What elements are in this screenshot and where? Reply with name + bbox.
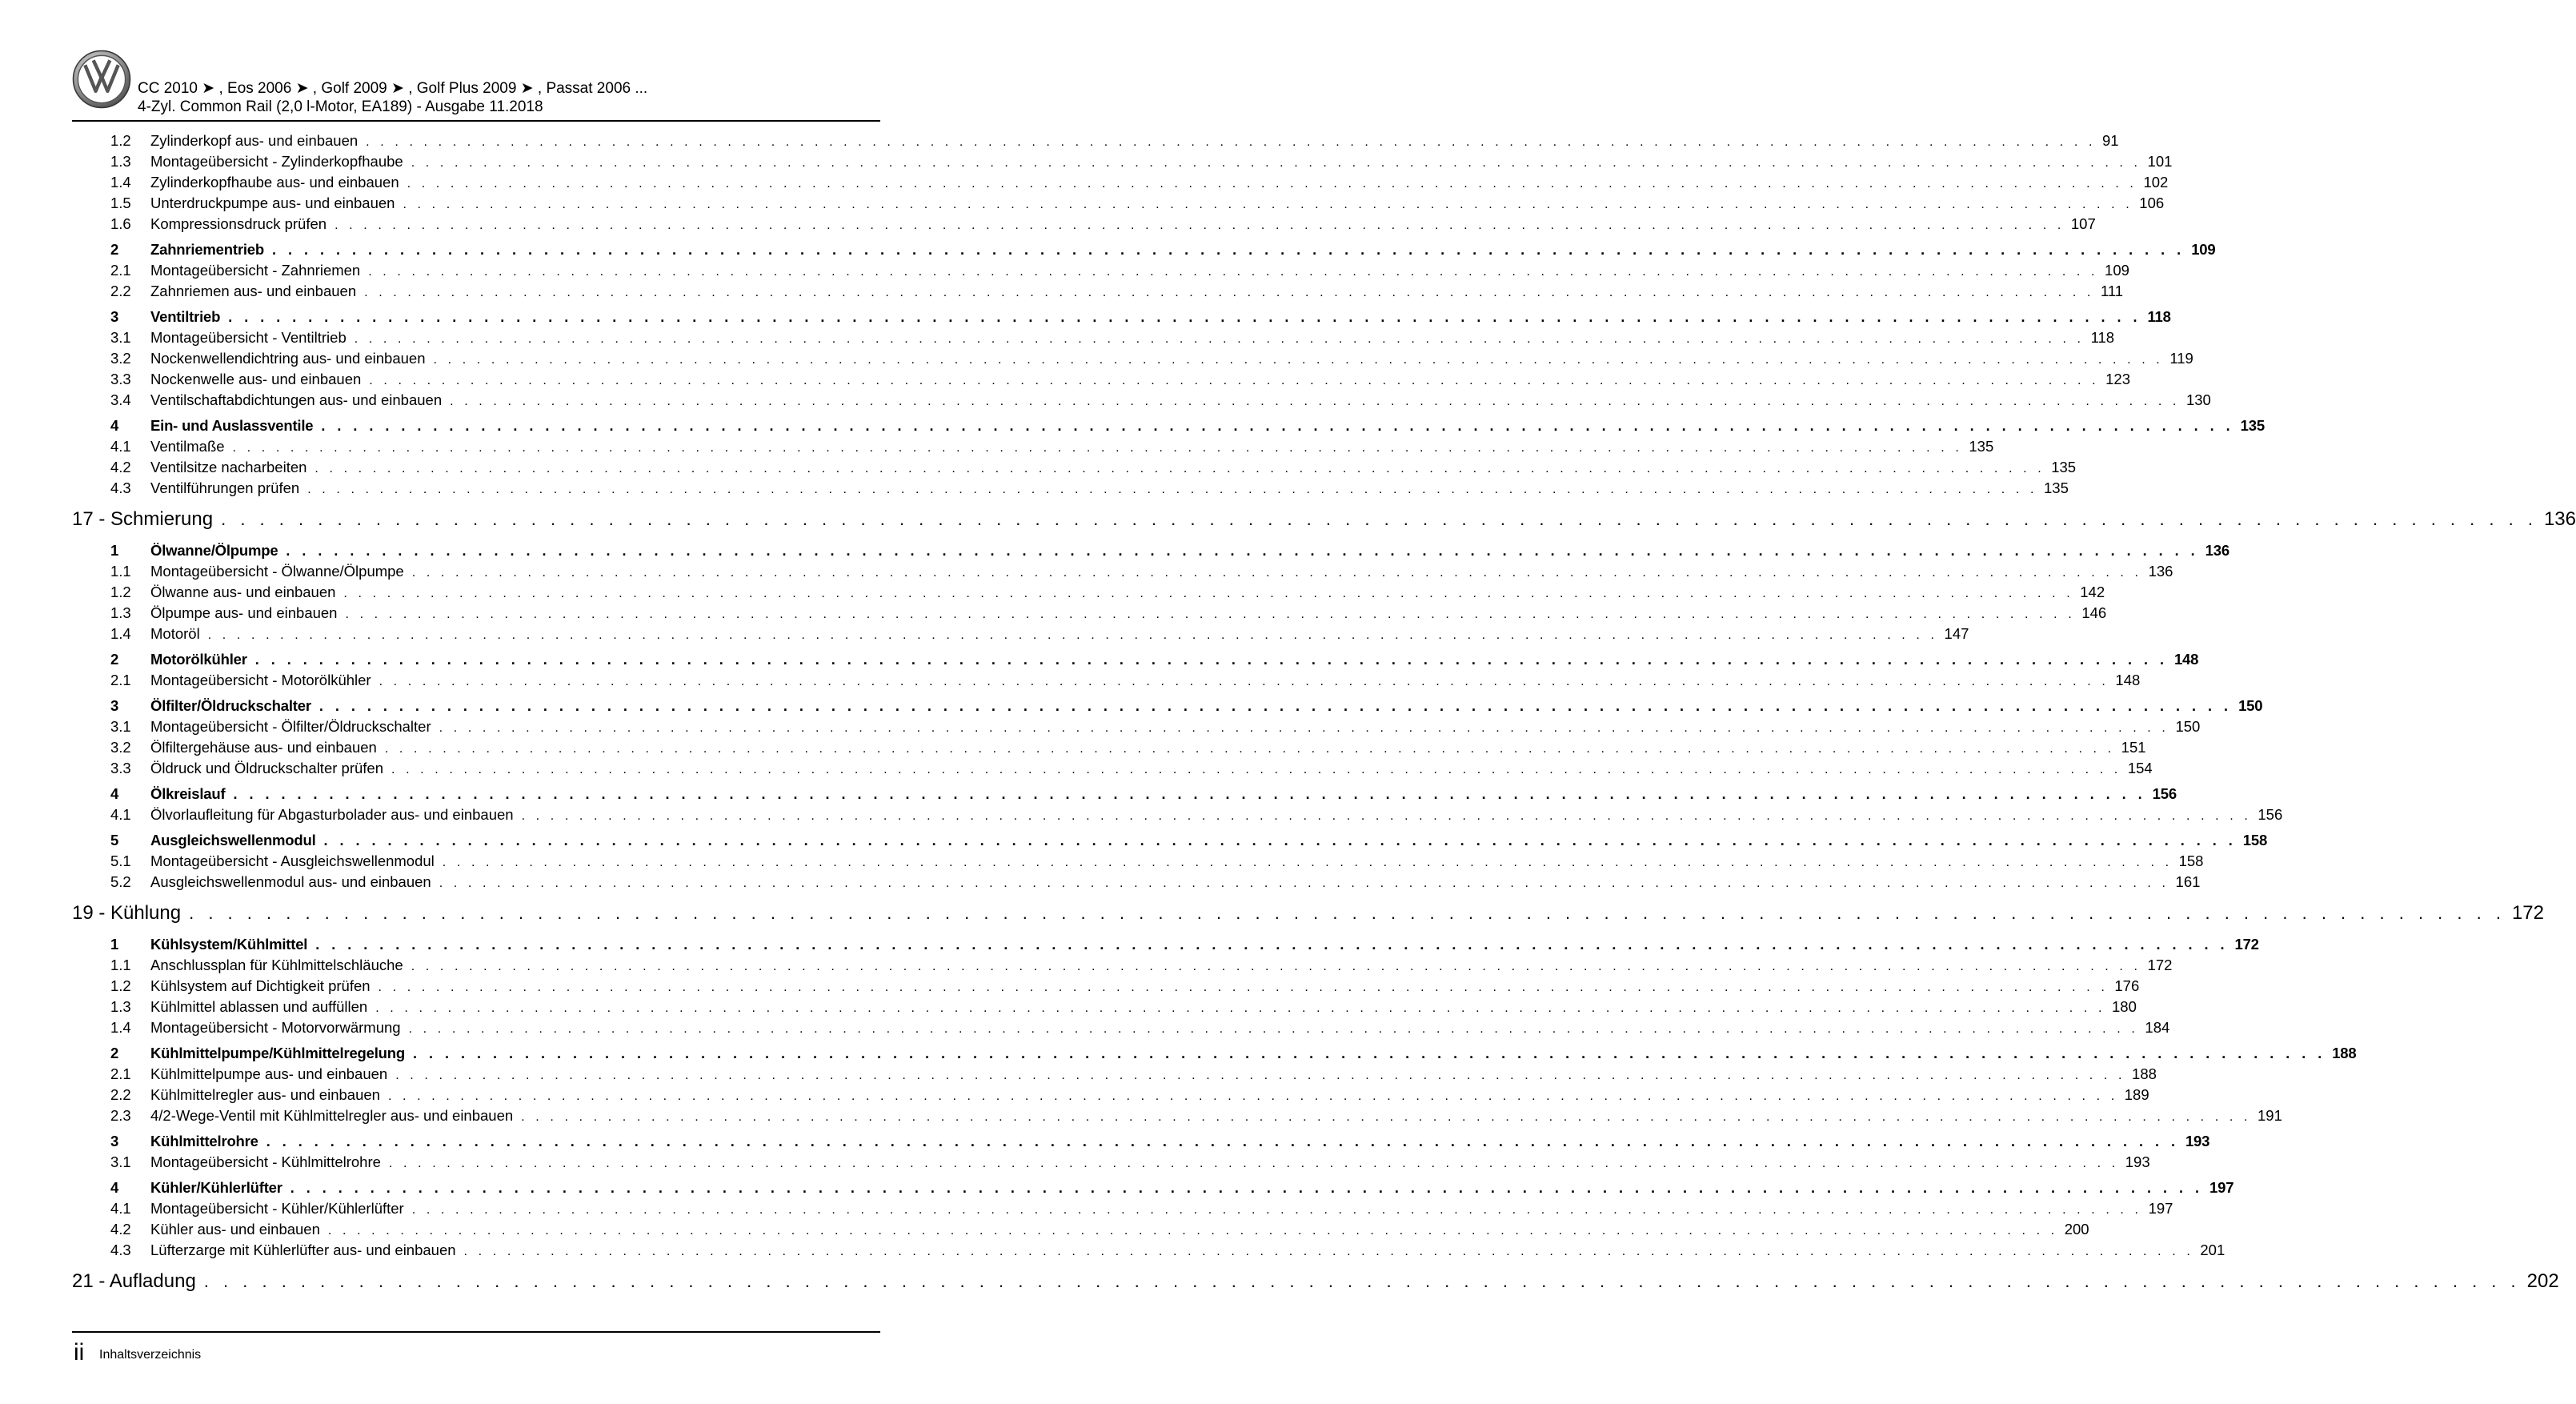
- toc-leader-dots: . . . . . . . . . . . . . . . . . . . . . . . . . . . . . . . . . . . . . . . . . . . . . . . . . . . . . . . . . . . . . . . . . . . . . . . . . . . . . . . . . . . . . . . . . . . . . . . . . . . . . . . . . . . . . . . . . . . . . . . .: [232, 441, 1963, 455]
- toc-subsection[interactable]: [72, 1086, 2149, 1107]
- toc-page-number: 154: [2127, 760, 2153, 776]
- toc-leader-dots: . . . . . . . . . . . . . . . . . . . . . . . . . . . . . . . . . . . . . . . . . . . . . . . . . . . . . . . . . . . . . . . . . . . . . . . . . . . . . . . . . . . . . . . . . . . . . . . . . . . . . . . . . . . . . . . . . . . . . . . .: [327, 1224, 2058, 1238]
- toc-title: Kühlmittelrohre: [150, 1133, 258, 1149]
- toc-leader-dots: . . . . . . . . . . . . . . . . . . . . . . . . . . . . . . . . . . . . . . . . . . . . . . . . . . . . . . . . . . . . . . . . . . . . . . . . . . . . . . . . . . . . . . . . . . . . . . . . . . . . . . . . . . . . . . . . . . . . . . . .: [521, 1110, 2251, 1124]
- toc-leader-dots: . . . . . . . . . . . . . . . . . . . . . . . . . . . . . . . . . . . . . . . . . . . . . . . . . . . . . . . . . . . . . . . . . . . . . . . . . . . . . . . . . . . . . . . . . . . . . . . . . . . . . . . . . . . . . . . . . . . . . . . .: [290, 1180, 2204, 1196]
- toc-title: Ausgleichswellenmodul aus- und einbauen: [150, 873, 431, 890]
- toc-page-number: 102: [2143, 174, 2169, 191]
- toc-page-number: 184: [2145, 1019, 2170, 1036]
- toc-leader-dots: . . . . . . . . . . . . . . . . . . . . . . . . . . . . . . . . . . . . . . . . . . . . . . . . . . . . . . . . . . . . . . . . . . . . . . . . . . . . . . . . . . . . . . . . . . . . . . . . . . . . . . . . . . . . . . . . . . . . . . . .: [366, 135, 2096, 149]
- toc-chapter[interactable]: [72, 508, 2576, 537]
- toc-leader-dots: . . . . . . . . . . . . . . . . . . . . . . . . . . . . . . . . . . . . . . . . . . . . . . . . . . . . . . . . . . . . . . . . . . . . . . . . . . . . . . . . . . . . . . . . . . . . . . . . . . . . . . . . . . . . . . . . . . . . . . . .: [407, 177, 2137, 191]
- toc-page-number: 150: [2175, 718, 2201, 735]
- toc-title: Montageübersicht - Zahnriemen: [150, 262, 361, 279]
- toc-leader-dots: . . . . . . . . . . . . . . . . . . . . . . . . . . . . . . . . . . . . . . . . . . . . . . . . . . . . . . . . . . . . . . . . . . . . . . . . . . . . . . . . . . . . . . . . . . . . . . . . . . . . . . . . . . . . . . . . . . . . . . . .: [233, 786, 2146, 802]
- toc-page-number: 148: [2173, 651, 2199, 668]
- toc-leader-dots: . . . . . . . . . . . . . . . . . . . . . . . . . . . . . . . . . . . . . . . . . . . . . . . . . . . . . . . . . . . . . . . . . . . . . . . . . . . . . . . . . . . . . . . . . . . . . . . . . . . . . . . . . . . . . . . . . . . . . . . .: [321, 418, 2234, 434]
- toc-number: 5.1: [110, 852, 131, 869]
- toc-page-number: 158: [2178, 852, 2204, 869]
- toc-leader-dots: . . . . . . . . . . . . . . . . . . . . . . . . . . . . . . . . . . . . . . . . . . . . . . . . . . . . . . . . . . . . . . . . . . . . . . . . . . . . . . . . . . . . . . . . . . . . . . . . . . . . . . . . . . . . . . . . . . . . . . . .: [203, 1271, 2521, 1291]
- toc-subsection[interactable]: [72, 153, 2173, 174]
- toc-title: Ventilmaße: [150, 438, 225, 455]
- toc-page-number: 130: [2185, 391, 2211, 408]
- toc-leader-dots: . . . . . . . . . . . . . . . . . . . . . . . . . . . . . . . . . . . . . . . . . . . . . . . . . . . . . . . . . . . . . . . . . . . . . . . . . . . . . . . . . . . . . . . . . . . . . . . . . . . . . . . . . . . . . . . . . . . . . . . .: [384, 742, 2115, 756]
- toc-number: 1.6: [110, 215, 131, 232]
- toc-leader-dots: . . . . . . . . . . . . . . . . . . . . . . . . . . . . . . . . . . . . . . . . . . . . . . . . . . . . . . . . . . . . . . . . . . . . . . . . . . . . . . . . . . . . . . . . . . . . . . . . . . . . . . . . . . . . . . . . . . . . . . . .: [221, 509, 2538, 529]
- toc-page-number: 107: [2070, 215, 2096, 232]
- toc-number: 1.4: [110, 174, 131, 191]
- toc-section[interactable]: [72, 417, 2265, 438]
- toc-leader-dots: . . . . . . . . . . . . . . . . . . . . . . . . . . . . . . . . . . . . . . . . . . . . . . . . . . . . . . . . . . . . . . . . . . . . . . . . . . . . . . . . . . . . . . . . . . . . . . . . . . . . . . . . . . . . . . . . . . . . . . . .: [379, 675, 2109, 688]
- toc-number: 1.4: [110, 625, 131, 642]
- toc-number: 4.1: [110, 438, 131, 455]
- toc-title: 17 - Schmierung: [72, 508, 214, 530]
- toc-subsection[interactable]: [72, 459, 2077, 479]
- toc-number: 3.1: [110, 329, 131, 346]
- toc-number: 4.3: [110, 479, 131, 496]
- toc-section[interactable]: [72, 1179, 2234, 1200]
- toc-title: Ventiltrieb: [150, 308, 221, 325]
- toc-subsection[interactable]: [72, 604, 2107, 625]
- toc-page-number: 158: [2242, 832, 2268, 848]
- toc-page-number: 147: [1944, 625, 1969, 642]
- toc-number: 1.3: [110, 604, 131, 621]
- toc-chapter[interactable]: [72, 1270, 2559, 1299]
- toc-title: Ölkreislauf: [150, 785, 226, 802]
- vw-logo-icon: [72, 50, 131, 109]
- toc-number: 2.2: [110, 283, 131, 299]
- toc-number: 1.3: [110, 153, 131, 170]
- toc-page-number: 197: [2209, 1179, 2234, 1196]
- toc-page-number: 146: [2081, 604, 2107, 621]
- toc-leader-dots: . . . . . . . . . . . . . . . . . . . . . . . . . . . . . . . . . . . . . . . . . . . . . . . . . . . . . . . . . . . . . . . . . . . . . . . . . . . . . . . . . . . . . . . . . . . . . . . . . . . . . . . . . . . . . . . . . . . . . . . .: [286, 543, 2199, 559]
- header-engine-edition: 4-Zyl. Common Rail (2,0 l-Motor, EA189) - Ausgabe 11.2018: [138, 98, 543, 115]
- toc-subsection[interactable]: [72, 739, 2146, 760]
- toc-page-number: 200: [2064, 1221, 2089, 1238]
- toc-number: 1.1: [110, 957, 131, 973]
- toc-title: Kühlmittelpumpe aus- und einbauen: [150, 1065, 388, 1082]
- toc-subsection[interactable]: [72, 1200, 2173, 1221]
- toc-page-number: 202: [2526, 1270, 2559, 1292]
- toc-title: Nockenwellendichtring aus- und einbauen: [150, 350, 426, 367]
- toc-leader-dots: . . . . . . . . . . . . . . . . . . . . . . . . . . . . . . . . . . . . . . . . . . . . . . . . . . . . . . . . . . . . . . . . . . . . . . . . . . . . . . . . . . . . . . . . . . . . . . . . . . . . . . . . . . . . . . . . . . . . . . . .: [266, 1133, 2179, 1149]
- toc-section[interactable]: [72, 785, 2177, 806]
- toc-subsection[interactable]: [72, 977, 2140, 998]
- toc-page-number: 180: [2112, 998, 2137, 1015]
- toc-number: 2.1: [110, 262, 131, 279]
- footer-divider: [72, 1331, 880, 1333]
- toc-title: Ölwanne aus- und einbauen: [150, 584, 336, 600]
- toc-number: 1.2: [110, 132, 131, 149]
- toc-title: Zahnriementrieb: [150, 241, 264, 258]
- toc-leader-dots: . . . . . . . . . . . . . . . . . . . . . . . . . . . . . . . . . . . . . . . . . . . . . . . . . . . . . . . . . . . . . . . . . . . . . . . . . . . . . . . . . . . . . . . . . . . . . . . . . . . . . . . . . . . . . . . . . . . . . . . .: [318, 698, 2233, 714]
- toc-page-number: 109: [2191, 241, 2216, 258]
- toc-section[interactable]: [72, 697, 2263, 718]
- toc-title: Montageübersicht - Ölfilter/Öldruckschalter: [150, 718, 431, 735]
- toc-title: Nockenwelle aus- und einbauen: [150, 371, 362, 387]
- toc-leader-dots: . . . . . . . . . . . . . . . . . . . . . . . . . . . . . . . . . . . . . . . . . . . . . . . . . . . . . . . . . . . . . . . . . . . . . . . . . . . . . . . . . . . . . . . . . . . . . . . . . . . . . . . . . . . . . . . . . . . . . . . .: [411, 960, 2141, 973]
- toc-page-number: 197: [2148, 1200, 2173, 1217]
- toc-title: Unterdruckpumpe aus- und einbauen: [150, 195, 395, 211]
- toc-title: Montageübersicht - Kühler/Kühlerlüfter: [150, 1200, 404, 1217]
- toc-title: Öldruck und Öldruckschalter prüfen: [150, 760, 383, 776]
- toc-number: 3: [110, 308, 119, 325]
- toc-title: Kühlsystem auf Dichtigkeit prüfen: [150, 977, 371, 994]
- toc-page-number: 172: [2234, 936, 2259, 953]
- toc-subsection[interactable]: [72, 852, 2204, 873]
- toc-subsection[interactable]: [72, 1153, 2150, 1174]
- toc-subsection[interactable]: [72, 1019, 2170, 1040]
- toc-subsection[interactable]: [72, 625, 1969, 646]
- toc-page-number: 156: [2152, 785, 2177, 802]
- header-models: CC 2010 ➤ , Eos 2006 ➤ , Golf 2009 ➤ , Golf Plus 2009 ➤ , Passat 2006 ...: [138, 80, 648, 97]
- toc-subsection[interactable]: [72, 132, 2119, 153]
- toc-number: 4: [110, 417, 119, 434]
- toc-title: Montageübersicht - Motorvorwärmung: [150, 1019, 401, 1036]
- toc-page-number: 119: [2169, 350, 2193, 367]
- toc-title: Ein- und Auslassventile: [150, 417, 314, 434]
- toc-subsection[interactable]: [72, 391, 2211, 412]
- toc-subsection[interactable]: [72, 215, 2096, 236]
- toc-number: 5.2: [110, 873, 131, 890]
- toc-number: 1.2: [110, 977, 131, 994]
- toc-leader-dots: . . . . . . . . . . . . . . . . . . . . . . . . . . . . . . . . . . . . . . . . . . . . . . . . . . . . . . . . . . . . . . . . . . . . . . . . . . . . . . . . . . . . . . . . . . . . . . . . . . . . . . . . . . . . . . . . . . . . . . . .: [403, 198, 2133, 211]
- toc-page-number: 136: [2148, 563, 2173, 580]
- toc-section[interactable]: [72, 651, 2199, 672]
- toc-page-number: 135: [2240, 417, 2265, 434]
- toc-page-number: 109: [2105, 262, 2129, 279]
- toc-page-number: 123: [2105, 371, 2130, 387]
- toc-number: 3.2: [110, 739, 131, 756]
- toc-page-number: 135: [2044, 479, 2069, 496]
- toc-page-number: 201: [2200, 1242, 2225, 1258]
- toc-section[interactable]: [72, 832, 2268, 852]
- toc-number: 3: [110, 1133, 119, 1149]
- footer-page-number: ii: [74, 1339, 85, 1366]
- toc-leader-dots: . . . . . . . . . . . . . . . . . . . . . . . . . . . . . . . . . . . . . . . . . . . . . . . . . . . . . . . . . . . . . . . . . . . . . . . . . . . . . . . . . . . . . . . . . . . . . . . . . . . . . . . . . . . . . . . . . . . . . . . .: [343, 587, 2074, 600]
- toc-title: Anschlussplan für Kühlmittelschläuche: [150, 957, 403, 973]
- toc-chapter[interactable]: [72, 902, 2544, 931]
- toc-subsection[interactable]: [72, 1107, 2282, 1128]
- toc-leader-dots: . . . . . . . . . . . . . . . . . . . . . . . . . . . . . . . . . . . . . . . . . . . . . . . . . . . . . . . . . . . . . . . . . . . . . . . . . . . . . . . . . . . . . . . . . . . . . . . . . . . . . . . . . . . . . . . . . . . . . . . .: [521, 809, 2252, 823]
- toc-number: 1.3: [110, 998, 131, 1015]
- toc-title: Ölpumpe aus- und einbauen: [150, 604, 338, 621]
- toc-page-number: 148: [2115, 672, 2141, 688]
- toc-subsection[interactable]: [72, 438, 1994, 459]
- toc-number: 3.1: [110, 718, 131, 735]
- toc-subsection[interactable]: [72, 1065, 2157, 1086]
- toc-subsection[interactable]: [72, 1242, 2225, 1262]
- toc-title: 19 - Kühlung: [72, 902, 182, 924]
- toc-number: 1.2: [110, 584, 131, 600]
- toc-page-number: 135: [1969, 438, 1994, 455]
- toc-page-number: 193: [2185, 1133, 2210, 1149]
- toc-leader-dots: . . . . . . . . . . . . . . . . . . . . . . . . . . . . . . . . . . . . . . . . . . . . . . . . . . . . . . . . . . . . . . . . . . . . . . . . . . . . . . . . . . . . . . . . . . . . . . . . . . . . . . . . . . . . . . . . . . . . . . . .: [369, 374, 2100, 387]
- toc-subsection[interactable]: [72, 584, 2105, 604]
- toc-title: Zylinderkopfhaube aus- und einbauen: [150, 174, 399, 191]
- toc-leader-dots: . . . . . . . . . . . . . . . . . . . . . . . . . . . . . . . . . . . . . . . . . . . . . . . . . . . . . . . . . . . . . . . . . . . . . . . . . . . . . . . . . . . . . . . . . . . . . . . . . . . . . . . . . . . . . . . . . . . . . . . .: [189, 903, 2506, 923]
- toc-number: 1: [110, 542, 119, 559]
- toc-section[interactable]: [72, 542, 2229, 563]
- toc-leader-dots: . . . . . . . . . . . . . . . . . . . . . . . . . . . . . . . . . . . . . . . . . . . . . . . . . . . . . . . . . . . . . . . . . . . . . . . . . . . . . . . . . . . . . . . . . . . . . . . . . . . . . . . . . . . . . . . . . . . . . . . .: [463, 1245, 2194, 1258]
- toc-page-number: 136: [2543, 508, 2576, 530]
- toc-subsection[interactable]: [72, 718, 2201, 739]
- toc-number: 5: [110, 832, 119, 848]
- toc-page-number: 91: [2102, 132, 2119, 149]
- toc-page-number: 172: [2147, 957, 2173, 973]
- toc-page-number: 156: [2258, 806, 2283, 823]
- toc-leader-dots: . . . . . . . . . . . . . . . . . . . . . . . . . . . . . . . . . . . . . . . . . . . . . . . . . . . . . . . . . . . . . . . . . . . . . . . . . . . . . . . . . . . . . . . . . . . . . . . . . . . . . . . . . . . . . . . . . . . . . . . .: [412, 1045, 2326, 1061]
- toc-title: Kühlsystem/Kühlmittel: [150, 936, 308, 953]
- toc-leader-dots: . . . . . . . . . . . . . . . . . . . . . . . . . . . . . . . . . . . . . . . . . . . . . . . . . . . . . . . . . . . . . . . . . . . . . . . . . . . . . . . . . . . . . . . . . . . . . . . . . . . . . . . . . . . . . . . . . . . . . . . .: [408, 1022, 2139, 1036]
- toc-number: 3.2: [110, 350, 131, 367]
- toc-leader-dots: . . . . . . . . . . . . . . . . . . . . . . . . . . . . . . . . . . . . . . . . . . . . . . . . . . . . . . . . . . . . . . . . . . . . . . . . . . . . . . . . . . . . . . . . . . . . . . . . . . . . . . . . . . . . . . . . . . . . . . . .: [411, 1203, 2142, 1217]
- toc-title: Kühler/Kühlerlüfter: [150, 1179, 282, 1196]
- toc-leader-dots: . . . . . . . . . . . . . . . . . . . . . . . . . . . . . . . . . . . . . . . . . . . . . . . . . . . . . . . . . . . . . . . . . . . . . . . . . . . . . . . . . . . . . . . . . . . . . . . . . . . . . . . . . . . . . . . . . . . . . . . .: [411, 156, 2141, 170]
- toc-page-number: 188: [2132, 1065, 2157, 1082]
- toc-number: 3.3: [110, 371, 131, 387]
- toc-number: 4: [110, 1179, 119, 1196]
- toc-title: Montageübersicht - Kühlmittelrohre: [150, 1153, 381, 1170]
- toc-page-number: 151: [2121, 739, 2146, 756]
- toc-section[interactable]: [72, 241, 2216, 262]
- toc-title: Lüfterzarge mit Kühlerlüfter aus- und einbauen: [150, 1242, 456, 1258]
- toc-subsection[interactable]: [72, 262, 2129, 283]
- toc-leader-dots: . . . . . . . . . . . . . . . . . . . . . . . . . . . . . . . . . . . . . . . . . . . . . . . . . . . . . . . . . . . . . . . . . . . . . . . . . . . . . . . . . . . . . . . . . . . . . . . . . . . . . . . . . . . . . . . . . . . . . . . .: [375, 1001, 2106, 1015]
- toc-title: Ventilführungen prüfen: [150, 479, 300, 496]
- toc-subsection[interactable]: [72, 998, 2137, 1019]
- toc-page-number: 135: [2051, 459, 2077, 475]
- toc-page-number: 101: [2147, 153, 2173, 170]
- toc-number: 3.3: [110, 760, 131, 776]
- toc-subsection[interactable]: [72, 806, 2283, 827]
- toc-leader-dots: . . . . . . . . . . . . . . . . . . . . . . . . . . . . . . . . . . . . . . . . . . . . . . . . . . . . . . . . . . . . . . . . . . . . . . . . . . . . . . . . . . . . . . . . . . . . . . . . . . . . . . . . . . . . . . . . . . . . . . . .: [450, 395, 2180, 408]
- toc-leader-dots: . . . . . . . . . . . . . . . . . . . . . . . . . . . . . . . . . . . . . . . . . . . . . . . . . . . . . . . . . . . . . . . . . . . . . . . . . . . . . . . . . . . . . . . . . . . . . . . . . . . . . . . . . . . . . . . . . . . . . . . .: [368, 265, 2099, 279]
- toc-page-number: 176: [2114, 977, 2140, 994]
- toc-subsection[interactable]: [72, 1221, 2089, 1242]
- toc-leader-dots: . . . . . . . . . . . . . . . . . . . . . . . . . . . . . . . . . . . . . . . . . . . . . . . . . . . . . . . . . . . . . . . . . . . . . . . . . . . . . . . . . . . . . . . . . . . . . . . . . . . . . . . . . . . . . . . . . . . . . . . .: [345, 608, 2076, 621]
- toc-leader-dots: . . . . . . . . . . . . . . . . . . . . . . . . . . . . . . . . . . . . . . . . . . . . . . . . . . . . . . . . . . . . . . . . . . . . . . . . . . . . . . . . . . . . . . . . . . . . . . . . . . . . . . . . . . . . . . . . . . . . . . . .: [442, 856, 2173, 869]
- toc-title: Motorölkühler: [150, 651, 247, 668]
- toc-number: 2.1: [110, 672, 131, 688]
- toc-subsection[interactable]: [72, 873, 2201, 894]
- toc-number: 3.4: [110, 391, 131, 408]
- toc-number: 2.2: [110, 1086, 131, 1103]
- toc-number: 4.1: [110, 1200, 131, 1217]
- toc-title: Kühlmittelregler aus- und einbauen: [150, 1086, 380, 1103]
- toc-title: Kühlmittel ablassen und auffüllen: [150, 998, 368, 1015]
- toc-subsection[interactable]: [72, 371, 2130, 391]
- footer-section-label: Inhaltsverzeichnis: [99, 1348, 202, 1362]
- toc-title: Montageübersicht - Ausgleichswellenmodul: [150, 852, 435, 869]
- toc-number: 4.3: [110, 1242, 131, 1258]
- toc-title: Zylinderkopf aus- und einbauen: [150, 132, 359, 149]
- toc-number: 1.1: [110, 563, 131, 580]
- toc-page-number: 106: [2139, 195, 2165, 211]
- toc-title: Ventilsitze nacharbeiten: [150, 459, 307, 475]
- toc-subsection[interactable]: [72, 283, 2124, 303]
- toc-subsection[interactable]: [72, 195, 2165, 215]
- toc-title: Ölwanne/Ölpumpe: [150, 542, 278, 559]
- toc-number: 1: [110, 936, 119, 953]
- toc-page-number: 172: [2511, 902, 2544, 924]
- toc-title: Zahnriemen aus- und einbauen: [150, 283, 357, 299]
- toc-leader-dots: . . . . . . . . . . . . . . . . . . . . . . . . . . . . . . . . . . . . . . . . . . . . . . . . . . . . . . . . . . . . . . . . . . . . . . . . . . . . . . . . . . . . . . . . . . . . . . . . . . . . . . . . . . . . . . . . . . . . . . . .: [364, 286, 2094, 299]
- toc-title: 21 - Aufladung: [72, 1270, 196, 1292]
- toc-number: 2.1: [110, 1065, 131, 1082]
- toc-page-number: 161: [2175, 873, 2201, 890]
- header-divider: [72, 120, 880, 122]
- toc-title: Ausgleichswellenmodul: [150, 832, 316, 848]
- toc-subsection[interactable]: [72, 329, 2115, 350]
- toc-subsection[interactable]: [72, 760, 2153, 780]
- toc-leader-dots: . . . . . . . . . . . . . . . . . . . . . . . . . . . . . . . . . . . . . . . . . . . . . . . . . . . . . . . . . . . . . . . . . . . . . . . . . . . . . . . . . . . . . . . . . . . . . . . . . . . . . . . . . . . . . . . . . . . . . . . .: [411, 566, 2142, 580]
- toc-title: Montageübersicht - Ventiltrieb: [150, 329, 347, 346]
- toc-leader-dots: . . . . . . . . . . . . . . . . . . . . . . . . . . . . . . . . . . . . . . . . . . . . . . . . . . . . . . . . . . . . . . . . . . . . . . . . . . . . . . . . . . . . . . . . . . . . . . . . . . . . . . . . . . . . . . . . . . . . . . . .: [307, 483, 2038, 496]
- toc-subsection[interactable]: [72, 957, 2173, 977]
- page-header: [72, 50, 880, 122]
- toc-page-number: 189: [2124, 1086, 2149, 1103]
- toc-leader-dots: . . . . . . . . . . . . . . . . . . . . . . . . . . . . . . . . . . . . . . . . . . . . . . . . . . . . . . . . . . . . . . . . . . . . . . . . . . . . . . . . . . . . . . . . . . . . . . . . . . . . . . . . . . . . . . . . . . . . . . . .: [323, 832, 2237, 848]
- toc-leader-dots: . . . . . . . . . . . . . . . . . . . . . . . . . . . . . . . . . . . . . . . . . . . . . . . . . . . . . . . . . . . . . . . . . . . . . . . . . . . . . . . . . . . . . . . . . . . . . . . . . . . . . . . . . . . . . . . . . . . . . . . .: [354, 332, 2085, 346]
- toc-page-number: 193: [2125, 1153, 2150, 1170]
- toc-leader-dots: . . . . . . . . . . . . . . . . . . . . . . . . . . . . . . . . . . . . . . . . . . . . . . . . . . . . . . . . . . . . . . . . . . . . . . . . . . . . . . . . . . . . . . . . . . . . . . . . . . . . . . . . . . . . . . . . . . . . . . . .: [388, 1157, 2119, 1170]
- toc-leader-dots: . . . . . . . . . . . . . . . . . . . . . . . . . . . . . . . . . . . . . . . . . . . . . . . . . . . . . . . . . . . . . . . . . . . . . . . . . . . . . . . . . . . . . . . . . . . . . . . . . . . . . . . . . . . . . . . . . . . . . . . .: [254, 652, 2168, 668]
- toc-number: 1.5: [110, 195, 131, 211]
- toc-subsection[interactable]: [72, 174, 2169, 195]
- toc-section[interactable]: [72, 936, 2259, 957]
- toc-leader-dots: . . . . . . . . . . . . . . . . . . . . . . . . . . . . . . . . . . . . . . . . . . . . . . . . . . . . . . . . . . . . . . . . . . . . . . . . . . . . . . . . . . . . . . . . . . . . . . . . . . . . . . . . . . . . . . . . . . . . . . . .: [439, 721, 2169, 735]
- toc-title: Kühlmittelpumpe/Kühlmittelregelung: [150, 1045, 405, 1061]
- toc-page-number: 136: [2205, 542, 2229, 559]
- toc-number: 3: [110, 697, 119, 714]
- toc-leader-dots: . . . . . . . . . . . . . . . . . . . . . . . . . . . . . . . . . . . . . . . . . . . . . . . . . . . . . . . . . . . . . . . . . . . . . . . . . . . . . . . . . . . . . . . . . . . . . . . . . . . . . . . . . . . . . . . . . . . . . . . .: [433, 353, 2164, 367]
- toc-number: 4.1: [110, 806, 131, 823]
- toc-section[interactable]: [72, 1133, 2210, 1153]
- toc-subsection[interactable]: [72, 672, 2141, 692]
- toc-number: 4.2: [110, 1221, 131, 1238]
- toc-leader-dots: . . . . . . . . . . . . . . . . . . . . . . . . . . . . . . . . . . . . . . . . . . . . . . . . . . . . . . . . . . . . . . . . . . . . . . . . . . . . . . . . . . . . . . . . . . . . . . . . . . . . . . . . . . . . . . . . . . . . . . . .: [391, 763, 2121, 776]
- toc-title: Kompressionsdruck prüfen: [150, 215, 327, 232]
- toc-leader-dots: . . . . . . . . . . . . . . . . . . . . . . . . . . . . . . . . . . . . . . . . . . . . . . . . . . . . . . . . . . . . . . . . . . . . . . . . . . . . . . . . . . . . . . . . . . . . . . . . . . . . . . . . . . . . . . . . . . . . . . . .: [439, 876, 2169, 890]
- toc-title: Montageübersicht - Zylinderkopfhaube: [150, 153, 403, 170]
- toc-leader-dots: . . . . . . . . . . . . . . . . . . . . . . . . . . . . . . . . . . . . . . . . . . . . . . . . . . . . . . . . . . . . . . . . . . . . . . . . . . . . . . . . . . . . . . . . . . . . . . . . . . . . . . . . . . . . . . . . . . . . . . . .: [207, 628, 1938, 642]
- toc-number: 1.4: [110, 1019, 131, 1036]
- toc-title: Ventilschaftabdichtungen aus- und einbauen: [150, 391, 443, 408]
- toc-title: Montageübersicht - Ölwanne/Ölpumpe: [150, 563, 404, 580]
- toc-title: Ölvorlaufleitung für Abgasturbolader aus- und einbauen: [150, 806, 514, 823]
- toc-leader-dots: . . . . . . . . . . . . . . . . . . . . . . . . . . . . . . . . . . . . . . . . . . . . . . . . . . . . . . . . . . . . . . . . . . . . . . . . . . . . . . . . . . . . . . . . . . . . . . . . . . . . . . . . . . . . . . . . . . . . . . . .: [314, 462, 2045, 475]
- toc-number: 2: [110, 1045, 119, 1061]
- toc-title: Kühler aus- und einbauen: [150, 1221, 320, 1238]
- toc-number: 2: [110, 651, 119, 668]
- toc-page-number: 191: [2258, 1107, 2282, 1124]
- toc-page-number: 118: [2147, 308, 2171, 325]
- toc-leader-dots: . . . . . . . . . . . . . . . . . . . . . . . . . . . . . . . . . . . . . . . . . . . . . . . . . . . . . . . . . . . . . . . . . . . . . . . . . . . . . . . . . . . . . . . . . . . . . . . . . . . . . . . . . . . . . . . . . . . . . . . .: [271, 242, 2185, 258]
- toc-page-number: 118: [2090, 329, 2115, 346]
- toc-leader-dots: . . . . . . . . . . . . . . . . . . . . . . . . . . . . . . . . . . . . . . . . . . . . . . . . . . . . . . . . . . . . . . . . . . . . . . . . . . . . . . . . . . . . . . . . . . . . . . . . . . . . . . . . . . . . . . . . . . . . . . . .: [315, 937, 2229, 953]
- toc-title: 4/2-Wege-Ventil mit Kühlmittelregler aus- und einbauen: [150, 1107, 514, 1124]
- toc-section[interactable]: [72, 308, 2171, 329]
- toc-subsection[interactable]: [72, 350, 2193, 371]
- toc-page-number: 150: [2238, 697, 2263, 714]
- table-of-contents: [72, 132, 2576, 1299]
- toc-title: Motoröl: [150, 625, 200, 642]
- toc-title: Montageübersicht - Motorölkühler: [150, 672, 371, 688]
- toc-section[interactable]: [72, 1045, 2357, 1065]
- toc-page-number: 188: [2332, 1045, 2357, 1061]
- toc-leader-dots: . . . . . . . . . . . . . . . . . . . . . . . . . . . . . . . . . . . . . . . . . . . . . . . . . . . . . . . . . . . . . . . . . . . . . . . . . . . . . . . . . . . . . . . . . . . . . . . . . . . . . . . . . . . . . . . . . . . . . . . .: [335, 219, 2065, 232]
- toc-title: Ölfilter/Öldruckschalter: [150, 697, 311, 714]
- toc-page-number: 142: [2080, 584, 2105, 600]
- toc-number: 2: [110, 241, 119, 258]
- toc-leader-dots: . . . . . . . . . . . . . . . . . . . . . . . . . . . . . . . . . . . . . . . . . . . . . . . . . . . . . . . . . . . . . . . . . . . . . . . . . . . . . . . . . . . . . . . . . . . . . . . . . . . . . . . . . . . . . . . . . . . . . . . .: [228, 309, 2141, 325]
- toc-leader-dots: . . . . . . . . . . . . . . . . . . . . . . . . . . . . . . . . . . . . . . . . . . . . . . . . . . . . . . . . . . . . . . . . . . . . . . . . . . . . . . . . . . . . . . . . . . . . . . . . . . . . . . . . . . . . . . . . . . . . . . . .: [395, 1069, 2126, 1082]
- toc-title: Ölfiltergehäuse aus- und einbauen: [150, 739, 377, 756]
- toc-leader-dots: . . . . . . . . . . . . . . . . . . . . . . . . . . . . . . . . . . . . . . . . . . . . . . . . . . . . . . . . . . . . . . . . . . . . . . . . . . . . . . . . . . . . . . . . . . . . . . . . . . . . . . . . . . . . . . . . . . . . . . . .: [387, 1089, 2118, 1103]
- toc-leader-dots: . . . . . . . . . . . . . . . . . . . . . . . . . . . . . . . . . . . . . . . . . . . . . . . . . . . . . . . . . . . . . . . . . . . . . . . . . . . . . . . . . . . . . . . . . . . . . . . . . . . . . . . . . . . . . . . . . . . . . . . .: [378, 981, 2109, 994]
- toc-page-number: 111: [2100, 283, 2124, 299]
- toc-number: 4: [110, 785, 119, 802]
- toc-number: 4.2: [110, 459, 131, 475]
- toc-number: 3.1: [110, 1153, 131, 1170]
- toc-subsection[interactable]: [72, 563, 2173, 584]
- toc-number: 2.3: [110, 1107, 131, 1124]
- toc-subsection[interactable]: [72, 479, 2069, 500]
